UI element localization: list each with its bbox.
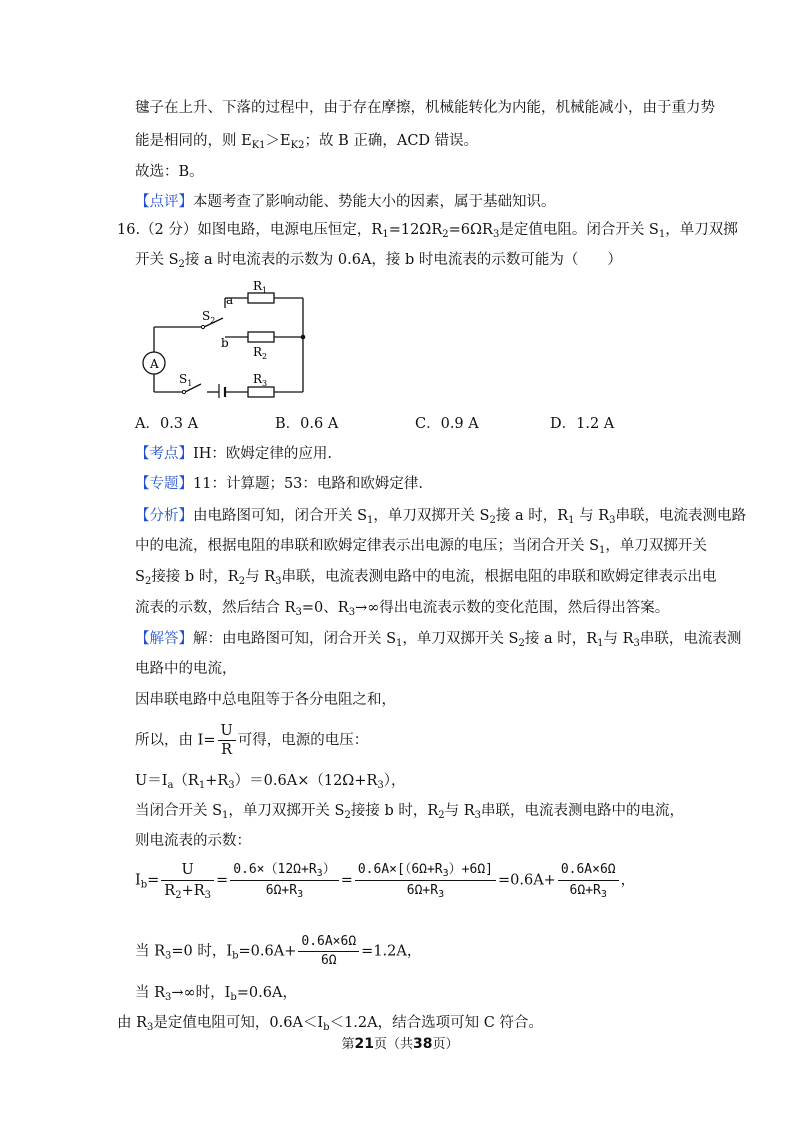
kaodian: 【考点】IH：欧姆定律的应用. <box>135 446 332 462</box>
terminal-a-label: a <box>226 293 234 307</box>
fenxi-line1: 【分析】由电路图可知，闭合开关 $S_1$，单刀双掷开关 $S_2$接 a 时，$R_1$ 与 $R_3$串联，电流表测电路 <box>135 508 747 526</box>
ammeter-label: A <box>150 357 159 371</box>
ib-equation: $I_b=$ $\frac{U}{R_2+R_3}$ = $\frac{0.6\times(12\Omega+R_3)}{6\Omega+R_3}$ = $\frac{0.6A\times[(6\Omega+R_3)+6\Omega]}{6\Omega+R_3}$ =0.6A+ $\frac{0.6A\times 6\Omega}{6\Omega+R_3}$ ， <box>135 862 636 901</box>
jieda-line7: 则电流表的示数： <box>135 833 251 849</box>
s1-label: $S_1$ <box>179 372 193 388</box>
jieda-line3: 因串联电路中总电阻等于各分电阻之和， <box>135 692 396 708</box>
r2-label: $R_2$ <box>253 345 268 361</box>
prev-solution-line2: 能是相同的，则 $E_{K1}>E_{K2}$；故 B 正确，ACD 错误。 <box>135 133 479 151</box>
jieda-line9: 当 $R_3=0$ 时，$I_b=0.6A+$ $\frac{0.6A\times 6\Omega}{6\Omega}$ =1.2A， <box>135 934 422 968</box>
zhuanti: 【专题】11：计算题；53：电路和欧姆定律. <box>135 476 424 492</box>
page-number: 21 <box>354 1036 374 1052</box>
jieda-line1: 【解答】解：由电路图可知，闭合开关 $S_1$，单刀双掷开关 $S_2$接 a 时，$R_1$与 $R_3$串联，电流表测 <box>135 631 742 649</box>
jieda-line5: $U=I_a(R_1+R_3)=0.6A\times(12\Omega+R_3)$， <box>135 773 406 791</box>
r1-label: $R_1$ <box>253 279 268 295</box>
resistor-r1 <box>248 293 274 303</box>
question-line2: 开关 $S_2$接 a 时电流表的示数为 0.6A，接 b 时电流表的示数可能为（ ） <box>135 252 622 270</box>
fraction-1: $\frac{U}{R_2+R_3}$ <box>161 860 214 901</box>
option-a: A．0.3 A <box>135 416 199 432</box>
fraction-3: $\frac{0.6A\times[(6\Omega+R_3)+6\Omega]}{6\Omega+R_3}$ <box>355 860 496 901</box>
page-total: 38 <box>413 1036 433 1052</box>
prev-review: 【点评】本题考查了影响动能、势能大小的因素，属于基础知识。 <box>135 194 556 210</box>
fenxi-line3: $S_2$接接 b 时，$R_2$与 $R_3$串联，电流表测电路中的电流，根据电阻的串联和欧姆定律表示出电 <box>135 569 717 587</box>
question-number: 16. <box>117 222 141 238</box>
question-line1: 16.（2 分）如图电路，电源电压恒定，$R_1=12\Omega R_2=6\Omega R_3$是定值电阻。闭合开关 $S_1$，单刀双掷 <box>117 222 738 240</box>
fenxi-line2: 中的电流，根据电阻的串联和欧姆定律表示出电源的电压；当闭合开关 $S_1$，单刀双掷开关 <box>135 538 707 556</box>
prev-answer: 故选：B。 <box>135 164 204 180</box>
page-footer: 第21页（共38页） <box>341 1036 459 1052</box>
jieda-line10: 当 $R_3\to\infty$时，$I_b=0.6A$， <box>135 985 297 1003</box>
resistor-r2 <box>248 332 274 342</box>
review-tag: 【点评】 <box>135 194 193 210</box>
jieda-line6: 当闭合开关 $S_1$，单刀双掷开关 $S_2$接接 b 时，$R_2$与 $R_3$串联，电流表测电路中的电流， <box>135 803 685 821</box>
prev-solution-line1: 毽子在上升、下落的过程中，由于存在摩擦，机械能转化为内能，机械能减小，由于重力势 <box>135 100 715 116</box>
option-d: D．1.2 A <box>550 416 615 432</box>
ohm-law-fraction: $\frac{U}{R}$ <box>218 722 236 759</box>
circuit-diagram <box>135 276 315 398</box>
jieda-line11: 由 $R_3$是定值电阻可知，$0.6A<I_b<1.2A$，结合选项可知 C 符合。 <box>117 1015 543 1033</box>
terminal-b-label: b <box>221 336 229 350</box>
s2-label: $S_2$ <box>202 309 216 325</box>
jieda-line2: 电路中的电流， <box>135 661 237 677</box>
fraction-2: $\frac{0.6\times(12\Omega+R_3)}{6\Omega+R_3}$ <box>230 860 339 901</box>
resistor-r3 <box>248 387 274 397</box>
junction-dot <box>301 335 306 340</box>
option-b: B．0.6 A <box>275 416 339 432</box>
fraction-4: $\frac{0.6A\times 6\Omega}{6\Omega+R_3}$ <box>558 860 619 901</box>
fraction-5: $\frac{0.6A\times 6\Omega}{6\Omega}$ <box>298 933 359 970</box>
fenxi-line4: 流表的示数，然后结合 $R_3=0$、$R_3\to\infty$得出电流表示数的变化范围，然后得出答案。 <box>135 600 670 618</box>
jieda-line4: 所以，由 I= $\frac{U}{R}$ 可得，电源的电压： <box>135 723 369 758</box>
r3-label: $R_3$ <box>253 372 268 388</box>
option-c: C．0.9 A <box>415 416 479 432</box>
